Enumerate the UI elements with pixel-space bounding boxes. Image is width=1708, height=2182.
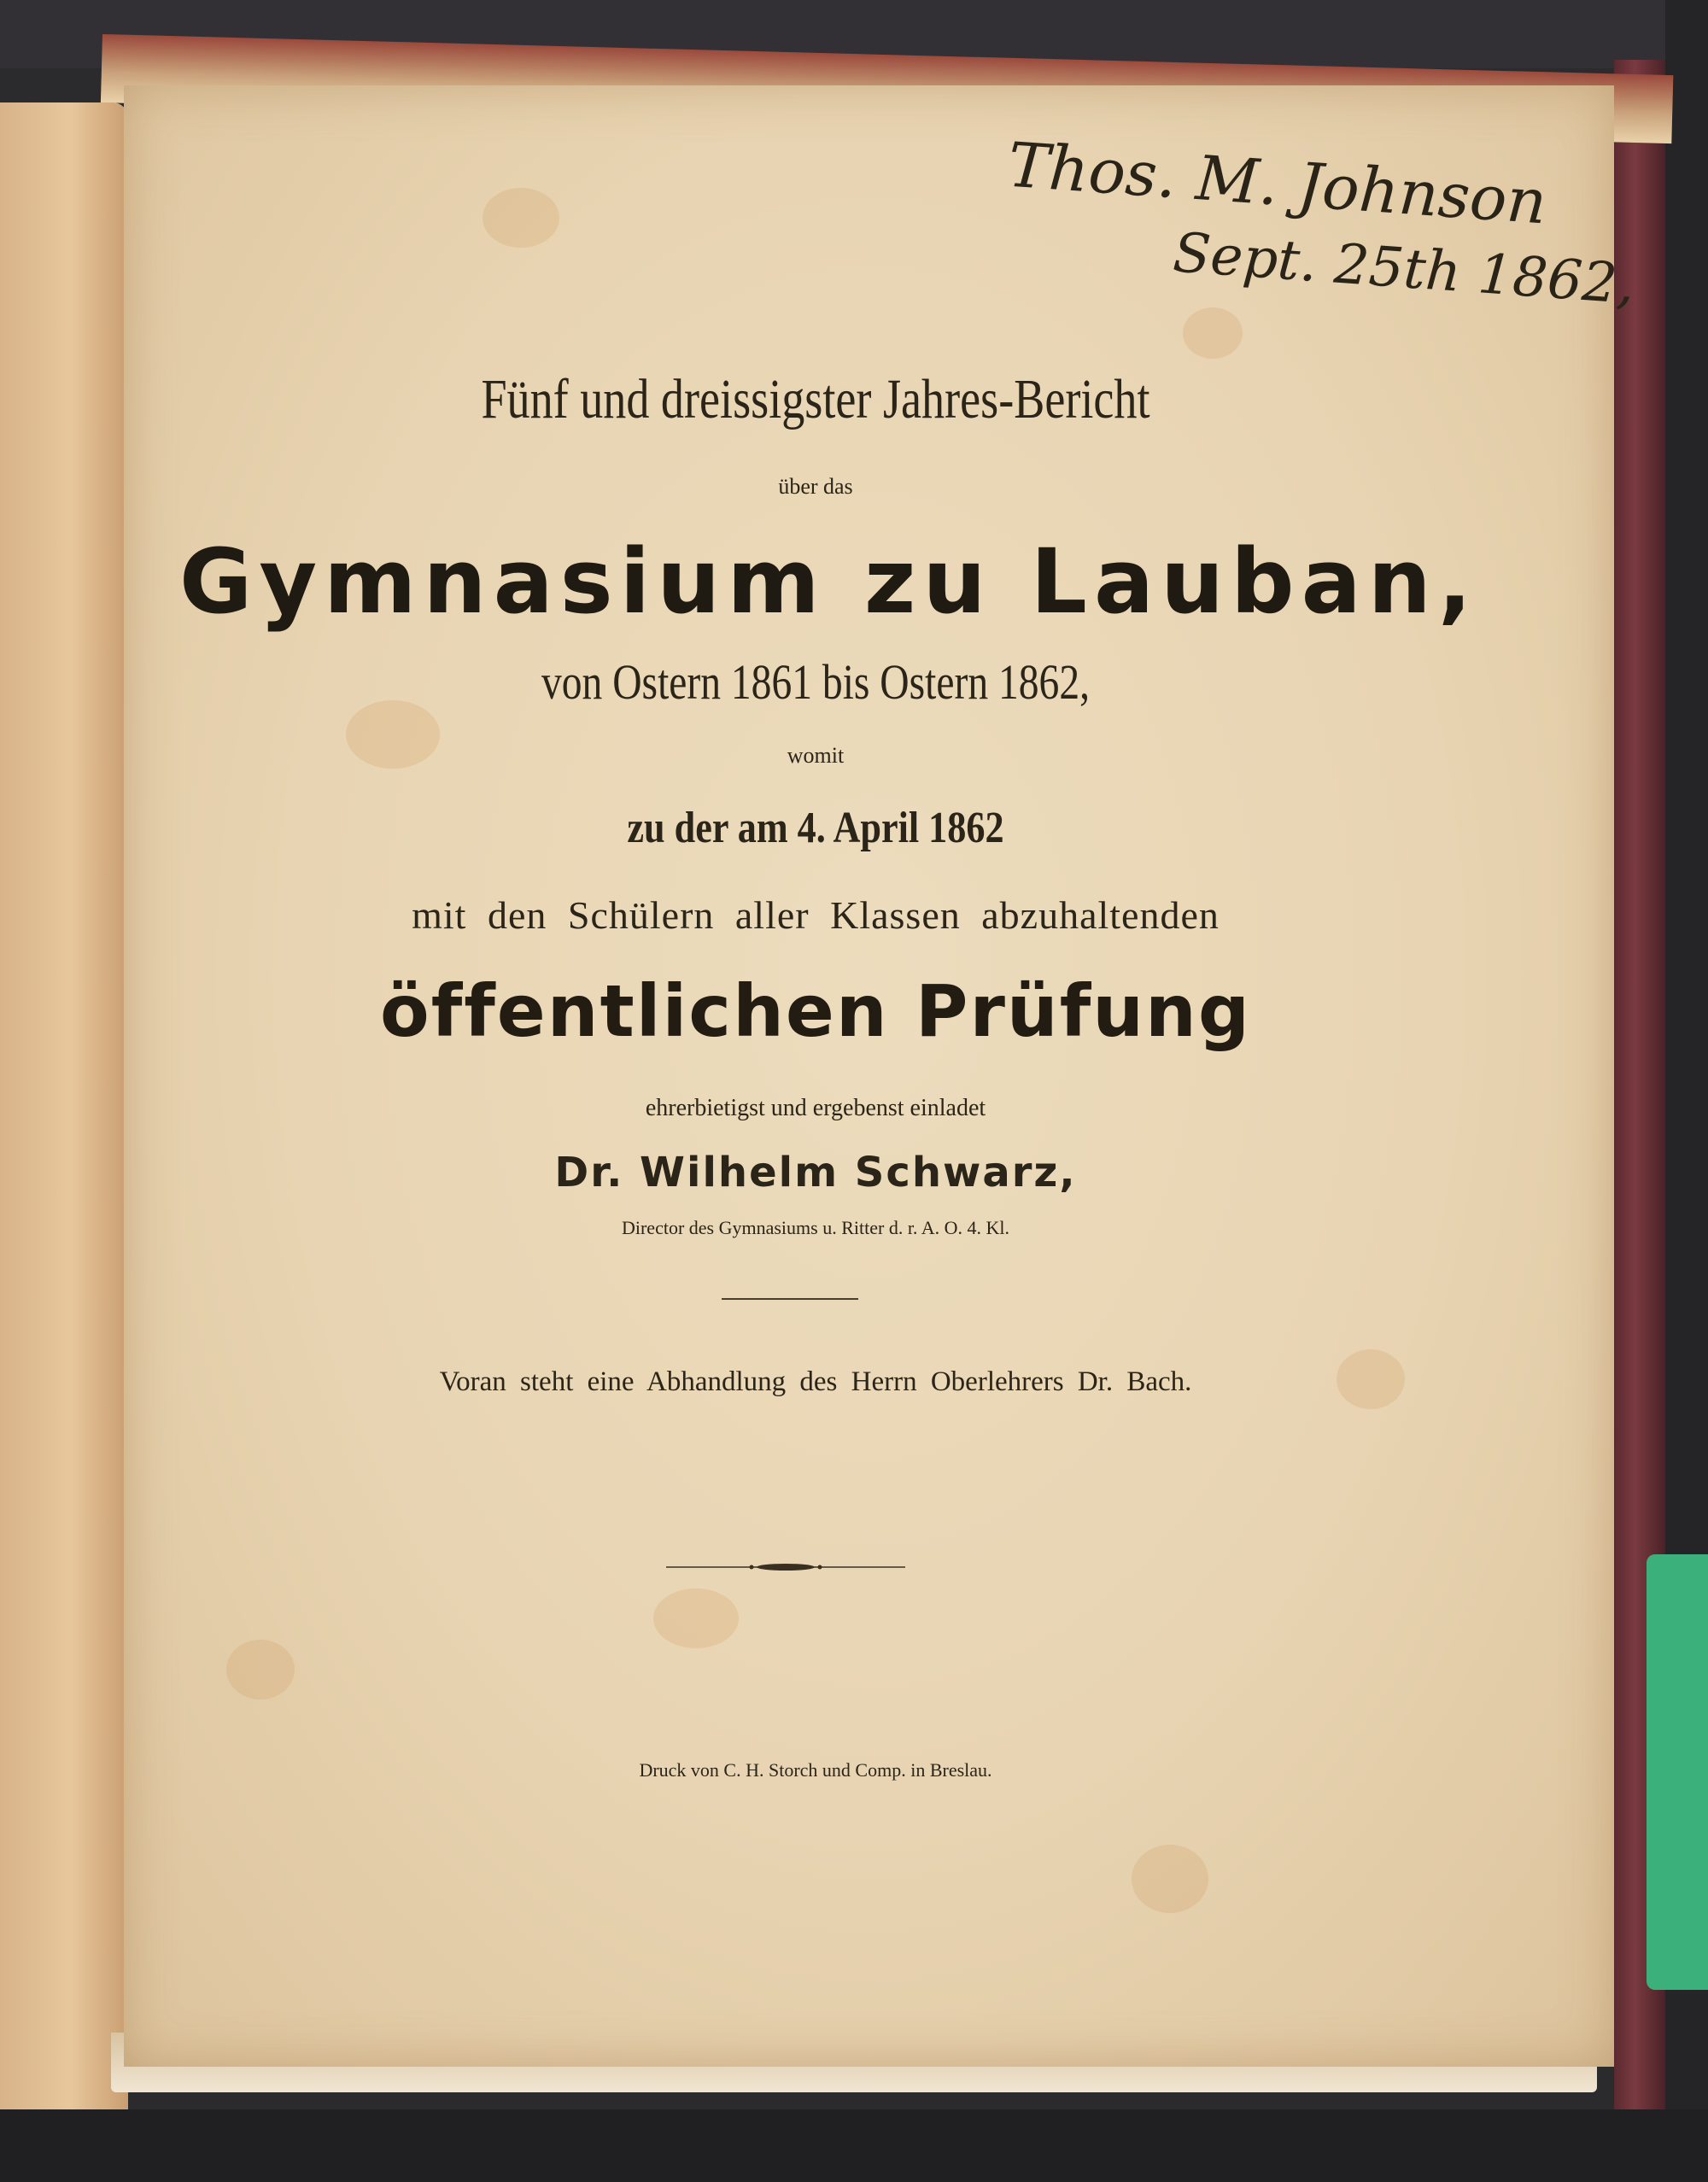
foxing-spot — [1183, 307, 1243, 359]
invitation-line: ehrerbietigst und ergebenst einladet — [645, 1095, 986, 1121]
preface-line: Voran steht eine Abhandlung des Herrn Oberlehrers Dr. Bach. — [439, 1366, 1192, 1397]
womit-line: womit — [787, 743, 845, 768]
inscription-name: Thos. M. Johnson — [1005, 128, 1549, 238]
foxing-spot — [1132, 1845, 1208, 1913]
director-title: Director des Gymnasiums u. Ritter d. r. A. O. 4. Kl. — [621, 1217, 1009, 1238]
ornament-divider — [666, 1559, 905, 1576]
foxing-spot — [653, 1588, 739, 1648]
inscription-date: Sept. 25th 1862, — [1171, 221, 1637, 317]
printer-line: Druck von C. H. Storch und Comp. in Breslau. — [639, 1759, 992, 1781]
bookmark-tab — [1647, 1554, 1708, 1990]
pupils-line: mit den Schülern aller Klassen abzuhaltenden — [412, 893, 1220, 937]
facing-page-left — [0, 102, 128, 2135]
background-bottom — [0, 2109, 1708, 2182]
institution-name: Gymnasium zu Lauban, — [179, 529, 1479, 634]
exam-name: öffentlichen Prüfung — [380, 969, 1251, 1053]
director-name: Dr. Wilhelm Schwarz, — [554, 1149, 1077, 1196]
period-line: von Ostern 1861 bis Ostern 1862, — [541, 654, 1091, 710]
report-title: Fünf und dreissigster Jahres-Bericht — [481, 368, 1150, 430]
divider-rule — [722, 1298, 858, 1300]
exam-date-line: zu der am 4. April 1862 — [627, 804, 1004, 852]
foxing-spot — [226, 1640, 295, 1699]
foxing-spot — [483, 188, 559, 248]
ueber-das-line: über das — [778, 474, 853, 499]
